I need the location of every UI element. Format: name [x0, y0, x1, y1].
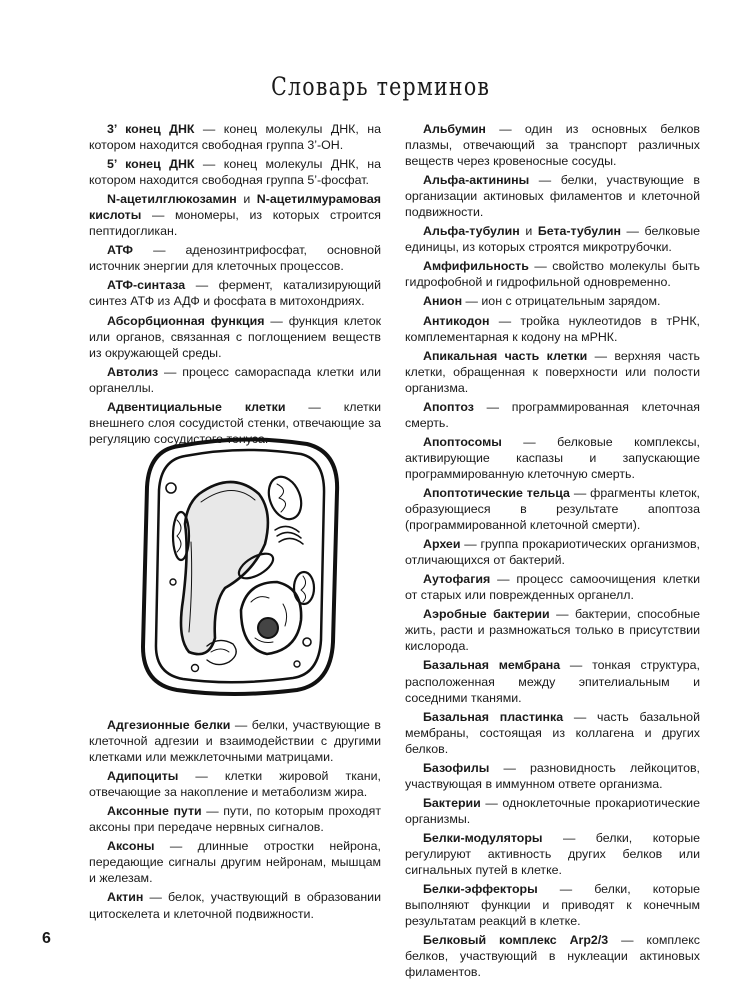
glossary-term: АТФ [107, 243, 134, 258]
glossary-entry [89, 313, 381, 361]
glossary-term: Адипоциты [107, 769, 179, 784]
glossary-entry [405, 830, 700, 878]
glossary-term: Апоптотические тельца [423, 485, 570, 500]
glossary-definition: — тонкая структура, расположенная между эпителиальным и соседними тканями. [405, 658, 700, 705]
glossary-term: Адгезионные белки [107, 718, 231, 732]
glossary-definition: — свойство молекулы быть гидрофобной и гидрофильной одновременно. [405, 259, 700, 290]
glossary-term: Апоптосомы [423, 434, 502, 449]
glossary-definition: — длинные отростки нейрона, передающие сигналы другим нейронам, мышцам и железам. [89, 839, 381, 886]
glossary-definition: — мономеры, из которых строится пептидогликан. [89, 208, 381, 239]
glossary-term: Аутофагия [423, 572, 491, 587]
glossary-term: Альбумин [423, 122, 486, 136]
glossary-entry [405, 172, 700, 220]
glossary-entry [405, 536, 700, 568]
glossary-term: Автолиз [107, 364, 159, 379]
glossary-entry [89, 191, 381, 239]
glossary-definition: — белки, которые регулируют активность других белков или сигнальных путей в клетке. [405, 830, 700, 878]
glossary-term: Белки-эффекторы [423, 882, 538, 897]
glossary-definition: — белковые единицы, из которых строятся микротрубочки. [405, 224, 700, 255]
glossary-term: Апикальная часть клетки [423, 348, 588, 363]
glossary-definition: — фермент, катализирующий синтез АТФ из АДФ и фосфата в митохондриях. [89, 278, 381, 309]
glossary-definition: — белки, которые выполняют функции и приводят к конечным результатам реакций в клетке. [405, 882, 700, 929]
glossary-entry [405, 932, 700, 980]
cell-illustration [137, 432, 347, 702]
glossary-definition: — одноклеточные прокариотические организмы. [405, 795, 700, 826]
glossary-conjunction: и [236, 192, 257, 207]
glossary-definition: — группа прокариотических организмов, отличающихся от бактерий. [405, 537, 700, 568]
glossary-entry [405, 121, 700, 169]
glossary-entry [405, 223, 700, 255]
glossary-column-left-bottom [89, 717, 381, 925]
glossary-definition: — ион с отрицательным зарядом. [462, 294, 661, 309]
glossary-entry [89, 838, 381, 886]
glossary-entry [89, 156, 381, 188]
page-title: Словарь терминов [271, 72, 491, 101]
glossary-entry [89, 803, 381, 835]
glossary-term: Амфифильность [423, 259, 529, 274]
glossary-entry [405, 348, 700, 396]
glossary-definition: — процесс самораспада клетки или органеллы. [89, 364, 381, 395]
glossary-term: Бактерии [423, 795, 481, 810]
glossary-definition: — белки, участвующие в организации актиновых филаментов и клеточной подвижности. [405, 173, 700, 220]
glossary-term: Археи [423, 537, 461, 552]
glossary-term: Базальная пластинка [423, 709, 564, 724]
glossary-definition: — белок, участвующий в образовании цитоскелета и клеточной подвижности. [89, 890, 381, 921]
glossary-term: 5’ конец ДНК [107, 157, 195, 172]
glossary-entry [89, 717, 381, 765]
glossary-conjunction: и [519, 224, 538, 239]
glossary-term: 3’ конец ДНК [107, 122, 195, 136]
glossary-entry [405, 258, 700, 290]
glossary-entry [405, 657, 700, 705]
glossary-definition: — конец молекулы ДНК, на котором находится свободная группа 3’-OH. [89, 122, 381, 153]
glossary-entry [405, 313, 700, 345]
glossary-entry [89, 364, 381, 396]
glossary-term: Бета-тубулин [537, 224, 621, 239]
glossary-term: Аэробные бактерии [423, 607, 550, 622]
glossary-definition: — клетки внешнего слоя сосудистой стенки, отвечающие за регуляцию сосудистого тонуса. [89, 399, 382, 446]
glossary-term: Актин [107, 890, 144, 905]
glossary-term: Альфа-актинины [423, 173, 530, 188]
glossary-definition: — белки, участвующие в клеточной адгезии и взаимодействии с другими клетками или межклеточными матрицами. [89, 718, 382, 765]
glossary-entry [89, 121, 381, 153]
glossary-definition: — белковые комплексы, активирующие каспазы и запускающие программированную клеточную смерть. [405, 434, 700, 481]
glossary-term: N-ацетилглюкозамин [107, 192, 237, 207]
glossary-entry [405, 881, 700, 929]
glossary-definition: — аденозинтрифосфат, основной источник энергии для клеточных процессов. [89, 243, 381, 274]
glossary-entry [405, 709, 700, 757]
glossary-term: Адвентициальные клетки [107, 399, 286, 414]
glossary-definition: — верхняя часть клетки, обращенная к поверхности или полости организма. [405, 348, 700, 395]
glossary-entry [89, 277, 381, 309]
glossary-entry [405, 293, 700, 309]
glossary-definition: — программированная клеточная смерть. [405, 399, 700, 430]
glossary-entry [405, 571, 700, 603]
glossary-entry [405, 399, 700, 431]
glossary-definition: — пути, по которым проходят аксоны при передаче нервных сигналов. [89, 804, 381, 835]
glossary-definition: — бактерии, способные жить, расти и размножаться только в присутствии кислорода. [405, 607, 701, 654]
glossary-term: Антикодон [423, 313, 490, 328]
glossary-term: Альфа-тубулин [423, 224, 520, 239]
glossary-term: Анион [423, 294, 463, 309]
glossary-term: Белковый комплекс Arp2/3 [423, 933, 609, 948]
glossary-entry [89, 889, 381, 921]
glossary-definition: — часть базальной мембраны, состоящая из коллагена и других белков. [405, 709, 700, 756]
glossary-term: Апоптоз [423, 399, 474, 414]
glossary-term: Базальная мембрана [423, 658, 561, 673]
glossary-entry [405, 485, 700, 533]
glossary-term: N-ацетилмурамовая кислоты [89, 192, 381, 223]
glossary-column-right [405, 121, 700, 983]
glossary-term: Базофилы [423, 760, 490, 775]
glossary-column-left-top [89, 121, 381, 450]
glossary-definition: — разновидность лейкоцитов, участвующая в иммунном ответе организма. [405, 760, 700, 791]
page-number: 6 [42, 930, 51, 947]
glossary-term: Аксонные пути [107, 804, 202, 819]
glossary-entry [405, 795, 700, 827]
glossary-definition: — комплекс белков, участвующий в нуклеации актиновых филаментов. [405, 933, 700, 980]
glossary-term: Белки-модуляторы [423, 830, 543, 845]
glossary-definition: — клетки жировой ткани, отвечающие за накопление и метаболизм жира. [89, 769, 381, 800]
glossary-definition: — конец молекулы ДНК, на котором находится свободная группа 5’-фосфат. [89, 157, 381, 188]
glossary-entry [89, 768, 381, 800]
glossary-definition: — функция клеток или органов, связанная с поглощением веществ из окружающей среды. [89, 313, 382, 360]
glossary-definition: — фрагменты клеток, образующиеся в результате апоптоза (программированной клеточной смерти). [405, 485, 700, 533]
glossary-entry [405, 606, 700, 654]
glossary-entry [405, 760, 700, 792]
glossary-entry [89, 242, 381, 274]
glossary-term: Абсорбционная функция [107, 313, 265, 328]
glossary-term: Аксоны [107, 839, 155, 854]
glossary-term: АТФ-синтаза [107, 278, 186, 293]
glossary-entry [405, 434, 700, 482]
glossary-definition: — тройка нуклеотидов в тРНК, комплементарная к кодону на мРНК. [405, 313, 700, 344]
glossary-definition: — один из основных белков плазмы, отвечающий за транспорт различных веществ через кровеносные сосуды. [405, 122, 700, 169]
glossary-definition: — процесс самоочищения клетки от старых или поврежденных органелл. [405, 572, 700, 603]
